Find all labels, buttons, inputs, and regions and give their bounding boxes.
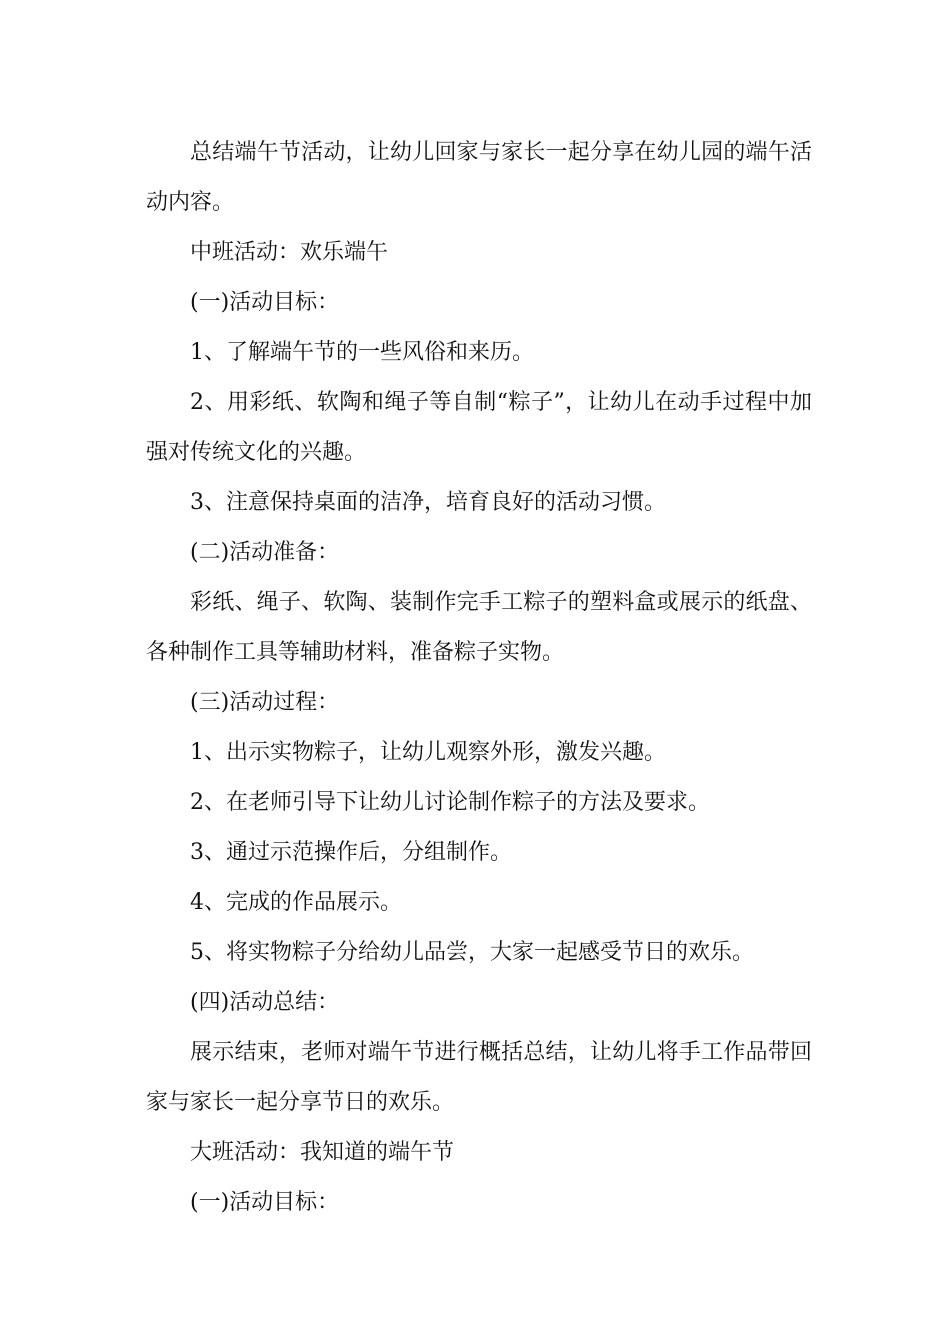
- heading-objectives: (一)活动目标：: [190, 1190, 340, 1215]
- document-body: [146, 128, 812, 1228]
- heading-objectives: (一)活动目标：: [190, 290, 340, 315]
- list-item: 3、通过示范操作后，分组制作。: [190, 840, 512, 865]
- list-item: 3、注意保持桌面的洁净，培育良好的活动习惯。: [190, 490, 666, 515]
- paragraph-summary: 总结端午节活动，让幼儿回家与家长一起分享在幼儿园的端午活动内容。: [146, 140, 812, 215]
- list-item: 2、在老师引导下让幼儿讨论制作粽子的方法及要求。: [190, 790, 710, 815]
- heading-senior-class-activity: 大班活动：我知道的端午节: [190, 1140, 455, 1165]
- heading-process: (三)活动过程：: [190, 690, 340, 715]
- heading-conclusion: (四)活动总结：: [190, 990, 340, 1015]
- list-item: 1、出示实物粽子，让幼儿观察外形，激发兴趣。: [190, 740, 666, 765]
- heading-middle-class-activity: 中班活动：欢乐端午: [190, 240, 389, 265]
- list-item: 1、了解端午节的一些风俗和来历。: [190, 340, 534, 365]
- heading-preparation: (二)活动准备：: [190, 540, 340, 565]
- paragraph-materials: 彩纸、绳子、软陶、装制作完手工粽子的塑料盒或展示的纸盘、各种制作工具等辅助材料，准备粽子实物。: [146, 590, 812, 665]
- list-item: 4、完成的作品展示。: [190, 890, 402, 915]
- paragraph-conclusion: 展示结束，老师对端午节进行概括总结，让幼儿将手工作品带回家与家长一起分享节日的欢乐。: [146, 1040, 812, 1115]
- list-item: 2、用彩纸、软陶和绳子等自制“粽子”，让幼儿在动手过程中加强对传统文化的兴趣。: [146, 390, 812, 465]
- list-item: 5、将实物粽子分给幼儿品尝，大家一起感受节日的欢乐。: [190, 940, 754, 965]
